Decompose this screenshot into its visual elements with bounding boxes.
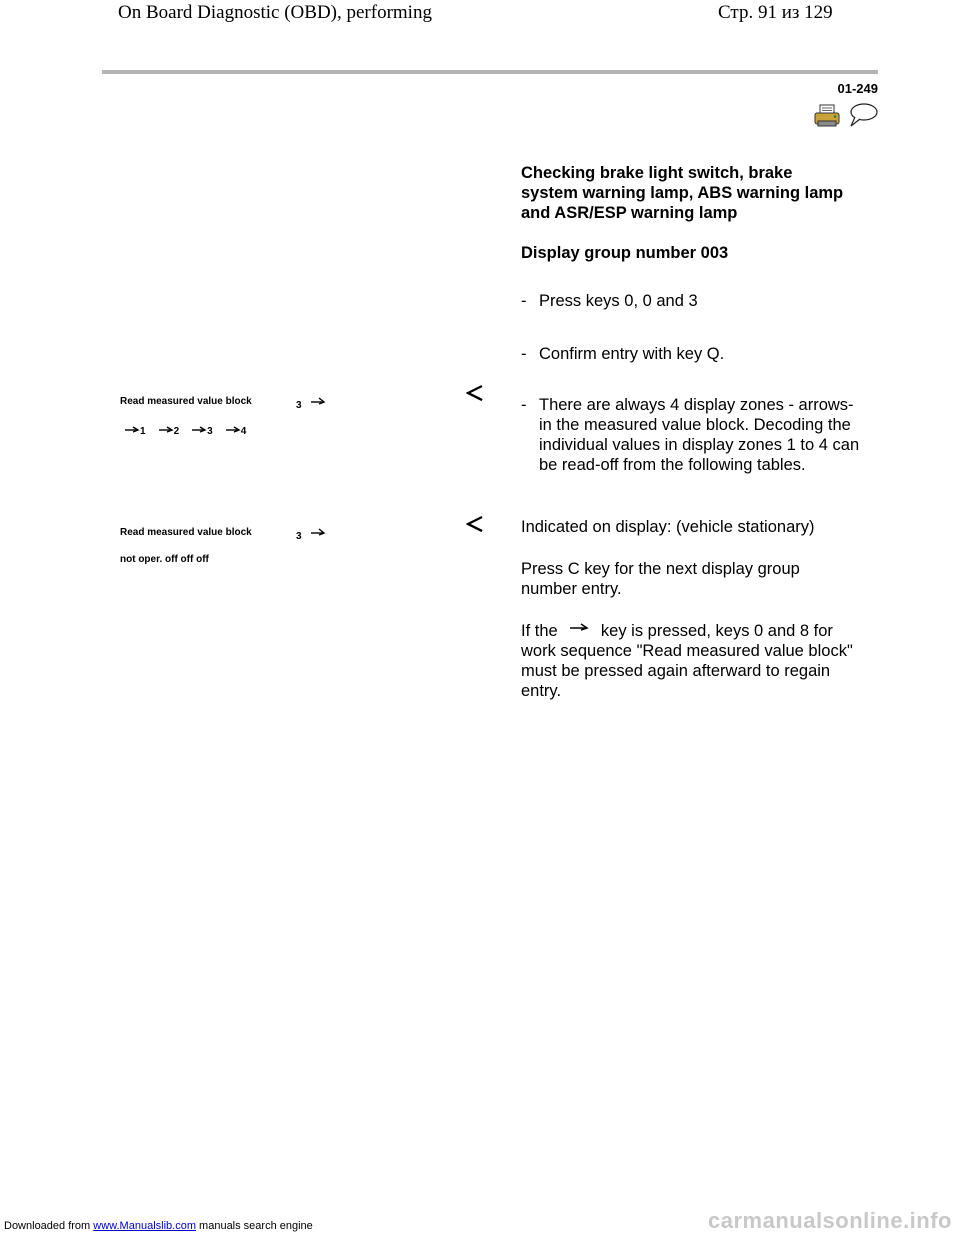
- if-pressed-after: key is pressed, keys 0 and 8 for work sequence "Read measured value block" must be pressed again afterward to regain entry.: [521, 622, 853, 700]
- right-arrow-icon: [568, 622, 590, 632]
- display-group-value: [296, 527, 326, 542]
- display-group-heading: Display group number 003: [521, 244, 729, 262]
- step-item: - Confirm entry with key Q.: [521, 345, 725, 363]
- footer-prefix: Downloaded from: [4, 1220, 91, 1232]
- right-arrow-icon: [310, 527, 326, 537]
- section-heading: Checking brake light switch, brake system warning lamp, ABS warning lamp and ASR/ESP warning lamp: [521, 164, 844, 222]
- display-zone-number: 3: [207, 426, 213, 437]
- display-line: Read measured value block: [120, 527, 252, 538]
- right-arrow-icon: [158, 426, 174, 436]
- step-text: Confirm entry with key Q.: [539, 345, 725, 363]
- right-arrow-icon: [191, 426, 207, 436]
- display-group-number: 3: [296, 531, 302, 542]
- step-text: Press keys 0, 0 and 3: [539, 292, 698, 310]
- manualslib-link[interactable]: www.Manualslib.com: [93, 1220, 196, 1232]
- pointer-arrow-icon: [466, 516, 484, 532]
- display-group-value: [296, 396, 326, 411]
- step-item: - There are always 4 display zones - arrows- in the measured value block. Decoding the individual values in display zones 1 to 4 can be read-off from the following tables.: [521, 396, 860, 474]
- right-arrow-icon: [310, 396, 326, 406]
- speech-bubble-icon[interactable]: [847, 102, 879, 128]
- printer-icon[interactable]: [814, 104, 840, 128]
- header-rule: [102, 70, 878, 74]
- document-title: On Board Diagnostic (OBD), performing: [118, 2, 432, 23]
- display-status-line: not oper. off off off: [120, 554, 209, 565]
- display-zone-number: 2: [173, 426, 180, 437]
- step-text: There are always 4 display zones - arrows- in the measured value block. Decoding the individual values in display zones 1 to 4 can be read-off from the following tables.: [539, 396, 860, 474]
- if-pressed-before: If the: [521, 622, 558, 640]
- press-c-text: Press C key for the next display group number entry.: [521, 560, 800, 598]
- right-arrow-icon: [225, 426, 241, 436]
- pointer-arrow-icon: [466, 385, 484, 401]
- if-pressed-text: [521, 621, 866, 701]
- display-zone-number: 4: [240, 426, 247, 437]
- watermark: carmanualsonline.info: [708, 1208, 952, 1233]
- footer-suffix: manuals search engine: [199, 1220, 313, 1232]
- step-item: - Press keys 0, 0 and 3: [521, 292, 698, 310]
- right-arrow-icon: [124, 426, 140, 436]
- indicated-text: Indicated on display: (vehicle stationary): [521, 518, 815, 536]
- display-line: Read measured value block: [120, 396, 252, 407]
- display-zone-number: 1: [140, 426, 146, 437]
- display-zones: [124, 426, 246, 437]
- display-group-number: 3: [296, 400, 302, 411]
- page-indicator: Стр. 91 из 129: [718, 2, 833, 23]
- download-footer: [4, 1220, 313, 1232]
- page-code: 01-249: [837, 81, 878, 96]
